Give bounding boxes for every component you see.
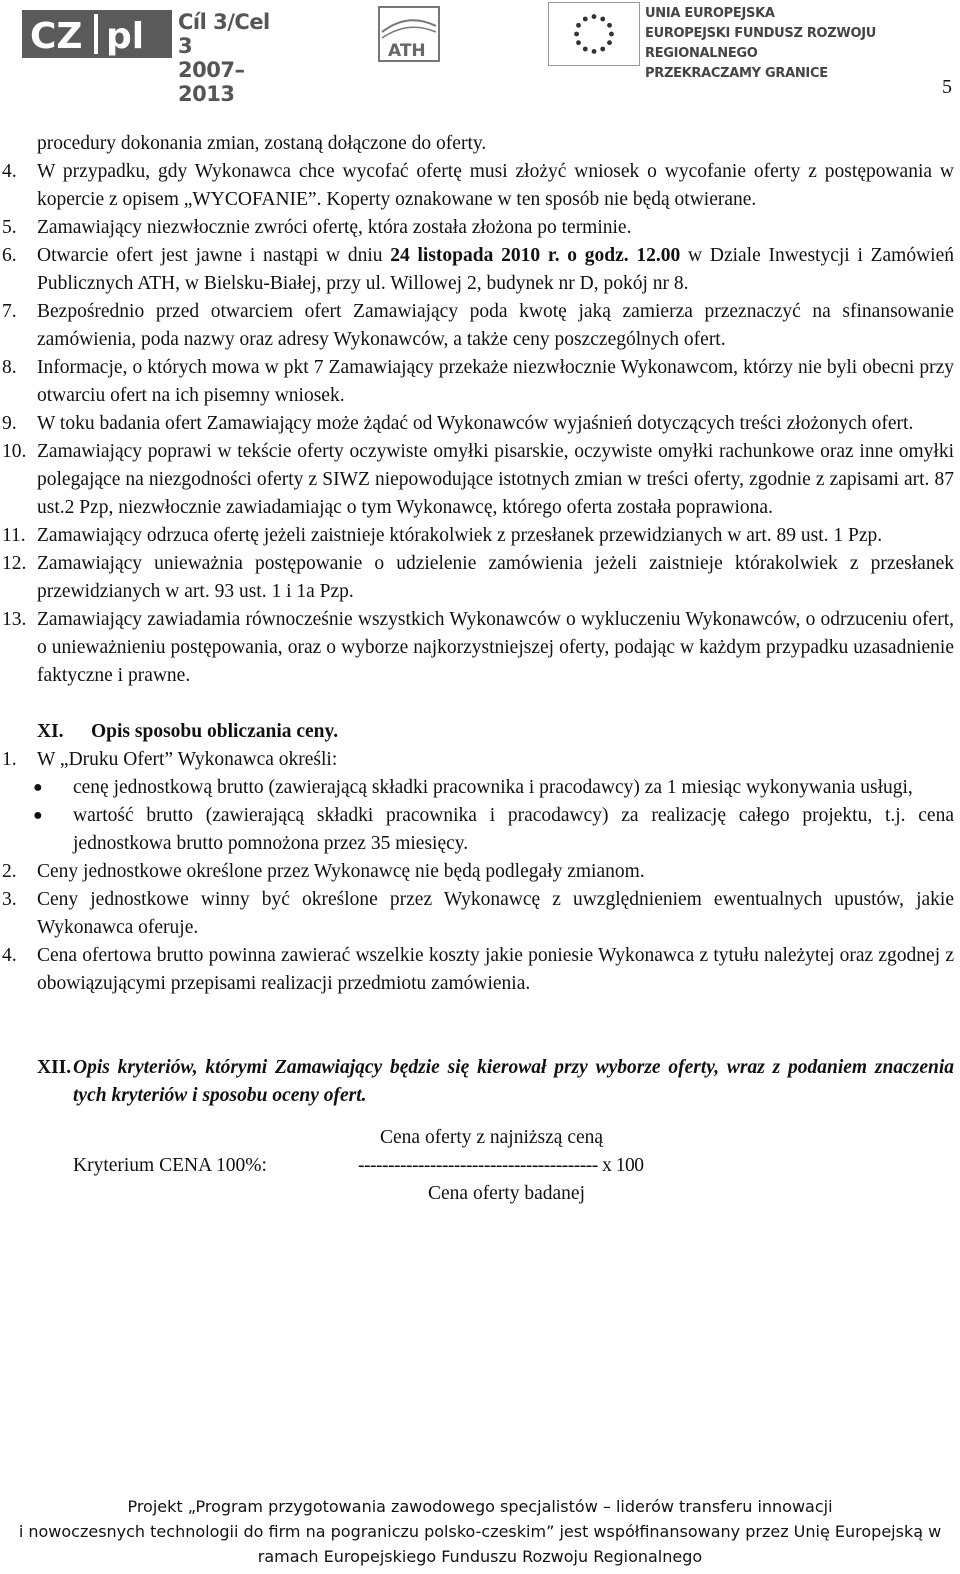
intro-line: procedury dokonania zmian, zostaną dołączone do oferty.	[37, 133, 487, 154]
list-item	[0, 242, 960, 298]
list-item	[0, 550, 960, 606]
list-item	[0, 606, 960, 690]
list-item-number: 13.	[2, 609, 27, 630]
list-item-text: W przypadku, gdy Wykonawca chce wycofać ofertę musi złożyć wniosek o wycofanie oferty z postępowania w kopercie z opisem „WYCOFANIE”. Koperty oznakowane w ten sposób nie będą otwierane.	[37, 161, 954, 210]
list-item	[0, 942, 960, 998]
section-number: XII.	[37, 1057, 72, 1078]
bullet-item	[0, 802, 960, 858]
section-title: Opis kryteriów, którymi Zamawiający będzie się kierował przy wyborze oferty, wraz z podaniem znaczenia tych kryteriów i sposobu oceny ofert.	[73, 1057, 954, 1106]
list-item	[0, 438, 960, 522]
list-item-number: 2.	[2, 861, 17, 882]
eu-text	[645, 4, 938, 84]
list-item-text: Zamawiający niezwłocznie zwróci ofertę, która została złożona po terminie.	[37, 217, 632, 238]
section-title: Opis sposobu obliczania ceny.	[91, 721, 339, 742]
svg-text:CZ: CZ	[30, 16, 83, 57]
eu-line1: UNIA EUROPEJSKA	[645, 6, 775, 21]
list-item-number: 9.	[2, 413, 17, 434]
section-number: XI.	[37, 721, 64, 742]
eu-line3: PRZEKRACZAMY GRANICE	[645, 66, 828, 81]
formula-label: Kryterium CENA 100%:	[73, 1155, 267, 1176]
cil-line2: 2007–2013	[178, 58, 245, 106]
list-item-text: Zamawiający odrzuca ofertę jeżeli zaistnieje którakolwiek z przesłanek przewidzianych w art. 89 ust. 1 Pzp.	[37, 525, 883, 546]
list-item	[0, 886, 960, 942]
bullet-text: wartość brutto (zawierającą składki pracownika i pracodawcy) za realizację całego projektu, t.j. cena jednostkowa brutto pomnożona przez 35 miesięcy.	[73, 805, 954, 854]
list-item-number: 7.	[2, 301, 17, 322]
list-item-number: 3.	[2, 889, 17, 910]
list-item-number: 12.	[2, 553, 27, 574]
list-item	[0, 354, 960, 410]
list-item-number: 8.	[2, 357, 17, 378]
list-item-text: Zamawiający unieważnia postępowanie o udzielenie zamówienia jeżeli zaistnieje którakolwiek z przesłanek przewidzianych w art. 93 ust. 1 i 1a Pzp.	[37, 553, 954, 602]
list-item-text: Informacje, o których mowa w pkt 7 Zamawiający przekaże niezwłocznie Wykonawcom, którzy nie byli obecni przy otwarciu ofert na ich pisemny wniosek.	[37, 357, 954, 406]
page-header	[0, 0, 960, 106]
list-item-text: W toku badania ofert Zamawiający może żądać od Wykonawców wyjaśnień dotyczących treści złożonych ofert.	[37, 413, 914, 434]
bullet-item	[0, 774, 960, 802]
svg-text:pl: pl	[106, 16, 145, 57]
page-number: 5	[942, 76, 952, 98]
bullet-icon: ●	[33, 779, 43, 796]
eu-line2: EUROPEJSKI FUNDUSZ ROZWOJU REGIONALNEGO	[645, 26, 876, 61]
bullet-text: cenę jednostkową brutto (zawierającą składki pracownika i pracodawcy) za 1 miesiąc wykonywania usługi,	[73, 777, 913, 798]
list-item	[0, 158, 960, 214]
list-item-text: Otwarcie ofert jest jawne i nastąpi w dniu	[37, 245, 391, 266]
list-item-text: W „Druku Ofert” Wykonawca określi:	[37, 749, 338, 770]
document-body	[0, 130, 960, 1214]
list-item	[0, 298, 960, 354]
list-item-text: Ceny jednostkowe określone przez Wykonawcę nie będą podlegały zmianom.	[37, 861, 645, 882]
list-item	[0, 522, 960, 550]
list-item-text: Bezpośrednio przed otwarciem ofert Zamawiający poda kwotę jaką zamierza przeznaczyć na sfinansowanie zamówienia, poda nazwy oraz adresy Wykonawców, a także ceny poszczególnych ofert.	[37, 301, 954, 350]
formula-numerator: Cena oferty z najniższą ceną	[380, 1127, 604, 1148]
eu-flag-icon	[548, 2, 640, 66]
list-item-number: 6.	[2, 245, 17, 266]
list-item-text: Zamawiający poprawi w tekście oferty oczywiste omyłki pisarskie, oczywiste omyłki rachunkowe oraz inne omyłki polegające na niezgodności oferty z SIWZ niepowodujące istotnych zmian w treści oferty, zgodnie z zapisami art. 87 ust.2 Pzp, niezwłocznie zawiadamiając o tym Wykonawcę, którego oferta została poprawiona.	[37, 441, 954, 518]
footer-line2: i nowoczesnych technologii do firm na pograniczu polsko-czeskim” jest współfinansowany przez Unię Europejską w	[18, 1522, 942, 1541]
list-item-number: 10.	[2, 441, 27, 462]
formula-denominator: Cena oferty badanej	[428, 1183, 586, 1204]
footer-line1: Projekt „Program przygotowania zawodowego specjalistów – liderów transferu innowacji	[127, 1497, 833, 1516]
eu-logo-block	[548, 2, 938, 81]
cil-cel-logo	[178, 10, 288, 106]
list-item	[0, 214, 960, 242]
list-item-number: 1.	[2, 749, 17, 770]
list-item	[0, 858, 960, 886]
czpl-logo	[22, 6, 172, 62]
list-item-text: Ceny jednostkowe winny być określone przez Wykonawcę z uwzględnieniem ewentualnych upustów, jakie Wykonawca oferuje.	[37, 889, 954, 938]
bullet-icon: ●	[33, 807, 43, 824]
list-item	[0, 746, 960, 774]
list-item	[0, 410, 960, 438]
list-item-number: 4.	[2, 161, 17, 182]
list-item-text: w Dziale Inwestycji i Zamówień Publicznych ATH, w Bielsku-Białej, przy ul. Willowej 2, budynek nr D, pokój nr 8.	[37, 245, 955, 294]
list-item-text: Cena ofertowa brutto powinna zawierać wszelkie koszty jakie poniesie Wykonawca z tytułu należytej oraz zgodnej z obowiązującymi przepisami realizacji przedmiotu zamówienia.	[37, 945, 954, 994]
list-item-number: 11.	[2, 525, 26, 546]
cil-line1: Cíl 3/Cel 3	[178, 10, 270, 58]
section-xi-heading	[0, 718, 960, 746]
page-footer	[0, 1494, 960, 1569]
formula-fraction-line: ---------------------------------------- x 100	[358, 1155, 644, 1176]
list-item-text: Zamawiający zawiadamia równocześnie wszystkich Wykonawców o wykluczeniu Wykonawców, o odrzuceniu ofert, o unieważnieniu postępowania, oraz o wyborze najkorzystniejszej oferty, podając w każdym przypadku uzasadnienie faktyczne i prawne.	[37, 609, 954, 686]
list-item-number: 4.	[2, 945, 17, 966]
opening-date: 24 listopada 2010 r. o godz. 12.00	[390, 245, 681, 266]
ath-logo	[378, 6, 440, 62]
footer-line3: ramach Europejskiego Funduszu Rozwoju Regionalnego	[257, 1547, 703, 1566]
svg-text:ATH: ATH	[388, 41, 426, 61]
list-item-number: 5.	[2, 217, 17, 238]
section-xii-heading	[0, 1054, 960, 1110]
price-criterion-formula	[0, 1124, 960, 1214]
